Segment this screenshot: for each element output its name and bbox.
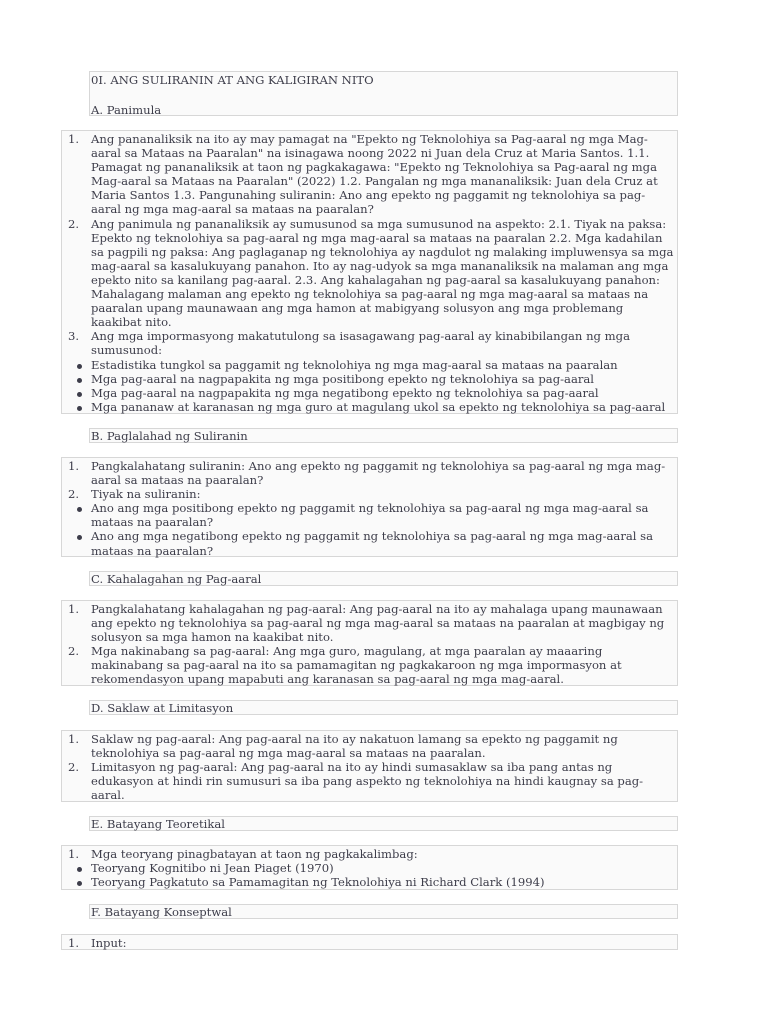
bullet-marker	[62, 501, 91, 515]
section-c-list	[61, 600, 678, 686]
list-item-text: Teoryang Pagkatuto sa Pamamagitan ng Teknolohiya ni Richard Clark (1994)	[91, 875, 545, 890]
list-item-text: Limitasyon ng pag-aaral: Ang pag-aaral na ito ay hindi sumasaklaw sa iba pang antas ng edukasyon at hindi rin sumusuri sa iba pang aspekto ng teknolohiya na hindi kaugnay sa pag-aaral.	[91, 760, 644, 803]
list-item	[62, 329, 677, 357]
list-item	[62, 861, 677, 875]
bullet-marker	[62, 529, 91, 543]
list-item-text: Tiyak na suliranin:	[91, 487, 201, 502]
section-b-list	[61, 457, 678, 557]
list-marker: 1.	[68, 732, 80, 746]
bullet-marker	[62, 386, 91, 400]
section-heading-b: B. Paglalahad ng Suliranin	[91, 429, 248, 443]
list-marker: 2.	[68, 760, 80, 775]
section-f-list	[61, 934, 678, 950]
list-marker: 1.	[68, 936, 80, 950]
section-a-list	[61, 130, 678, 414]
list-item-text: Ang mga impormasyong makatutulong sa isasagawang pag-aaral ay kinabibilangan ng mga sumusunod:	[91, 329, 630, 358]
list-item	[62, 459, 677, 487]
list-item-text: Ang pananaliksik na ito ay may pamagat na "Epekto ng Teknolohiya sa Pag-aaral ng mga Mag-aaral sa Mataas na Paaralan" na isinagawa noong 2022 ni Juan dela Cruz at Maria Santos. 1.1. Pamagat ng pananaliksik at taon ng pagkakagawa: "Epekto ng Teknolohiya sa Pag-aaral ng mga Mag-aaral sa Mataas na Paaralan" (2022) 1.2. Pangalan ng mga mananaliksik: Juan dela Cruz at Maria Santos 1.3. Pangunahing suliranin: Ano ang epekto ng paggamit ng teknolohiya sa pag-aaral ng mga mag-aaral sa mataas na paaralan?	[91, 132, 658, 217]
list-item-text: Saklaw ng pag-aaral: Ang pag-aaral na ito ay nakatuon lamang sa epekto ng paggamit ng teknolohiya sa pag-aaral ng mga mag-aaral sa mataas na paaralan.	[91, 732, 618, 761]
list-item-text: Teoryang Kognitibo ni Jean Piaget (1970)	[91, 861, 334, 876]
list-item	[62, 487, 677, 501]
bullet-marker	[62, 875, 91, 889]
document-title: 0I. ANG SULIRANIN AT ANG KALIGIRAN NITO	[91, 73, 374, 87]
list-item-text: Mga teoryang pinagbatayan at taon ng pagkakalimbag:	[91, 847, 418, 861]
list-item-text: Mga nakinabang sa pag-aaral: Ang mga guro, magulang, at mga paaralan ay maaaring makinabang sa pag-aaral na ito sa pamamagitan ng pagkakaroon ng mga impormasyon at rekomendasyon upang mapabuti ang karanasan sa pag-aaral ng mga mag-aaral.	[91, 644, 622, 687]
section-heading-box	[89, 816, 678, 831]
section-d-list	[61, 730, 678, 802]
list-item-text: Mga pananaw at karanasan ng mga guro at magulang ukol sa epekto ng teknolohiya sa pag-aaral	[91, 399, 666, 414]
list-item	[62, 400, 677, 414]
section-heading-f: F. Batayang Konseptwal	[91, 905, 232, 919]
list-item	[62, 358, 677, 372]
list-item	[62, 875, 677, 889]
document-header	[89, 71, 678, 116]
list-item	[62, 217, 677, 330]
list-marker: 2.	[68, 487, 80, 502]
list-item-text: Mga pag-aaral na nagpapakita ng mga positibong epekto ng teknolohiya sa pag-aaral	[91, 371, 595, 386]
list-marker: 1.	[68, 459, 80, 473]
section-heading-box	[89, 904, 678, 919]
list-marker: 3.	[68, 329, 80, 344]
list-marker: 1.	[68, 602, 80, 616]
bullet-marker	[62, 372, 91, 386]
list-item	[62, 847, 677, 861]
list-item-text: Estadistika tungkol sa paggamit ng teknolohiya ng mga mag-aaral sa mataas na paaralan	[91, 357, 618, 372]
section-heading-box	[89, 700, 678, 715]
section-heading-c: C. Kahalagahan ng Pag-aaral	[91, 572, 262, 586]
list-item	[62, 732, 677, 760]
list-item-text: Mga pag-aaral na nagpapakita ng mga negatibong epekto ng teknolohiya sa pag-aaral	[91, 385, 599, 400]
list-item	[62, 936, 677, 950]
bullet-marker	[62, 358, 91, 372]
section-heading-e: E. Batayang Teoretikal	[91, 817, 225, 831]
section-heading-a: A. Panimula	[91, 103, 162, 117]
list-item	[62, 760, 677, 802]
section-heading-box	[89, 428, 678, 443]
section-e-list	[61, 845, 678, 890]
list-item-text: Pangkalahatang kahalagahan ng pag-aaral: Ang pag-aaral na ito ay mahalaga upang maunawaan ang epekto ng teknolohiya sa pag-aaral ng mga mag-aaral sa mataas na paaralan at magbigay ng solusyon sa mga hamon na kaakibat nito.	[91, 602, 665, 645]
bullet-marker	[62, 400, 91, 414]
list-item	[62, 386, 677, 400]
list-item-text: Ano ang mga positibong epekto ng paggamit ng teknolohiya sa pag-aaral ng mga mag-aaral sa mataas na paaralan?	[91, 501, 649, 530]
list-item	[62, 132, 677, 217]
list-item	[62, 644, 677, 686]
list-item	[62, 602, 677, 644]
list-item	[62, 372, 677, 386]
list-item-text: Ang panimula ng pananaliksik ay sumusunod sa mga sumusunod na aspekto: 2.1. Tiyak na paksa: Epekto ng teknolohiya sa pag-aaral ng mga mag-aaral sa mataas na paaralan 2.2. Mga kadahilan sa pagpili ng paksa: Ang paglaganap ng teknolohiya ay nagdulot ng malaking impluwensya sa mga mag-aaral sa kasalukuyang panahon. Ito ay nag-udyok sa mga mananaliksik na malaman ang mga epekto nito sa kanilang pag-aaral. 2.3. Ang kahalagahan ng pag-aaral sa kasalukuyang panahon: Mahalagang malaman ang epekto ng teknolohiya sa pag-aaral ng mga mag-aaral sa mataas na paaralan upang maunawaan ang mga hamon at mabigyang solusyon ang mga problemang kaakibat nito.	[91, 216, 674, 330]
section-heading-d: D. Saklaw at Limitasyon	[91, 701, 234, 715]
list-marker: 2.	[68, 216, 80, 231]
bullet-marker	[62, 861, 91, 875]
list-item	[62, 501, 677, 529]
section-heading-box	[89, 571, 678, 586]
list-item-text: Pangkalahatang suliranin: Ano ang epekto ng paggamit ng teknolohiya sa pag-aaral ng mga mag-aaral sa mataas na paaralan?	[91, 459, 666, 488]
list-marker: 1.	[68, 132, 80, 146]
list-marker: 2.	[68, 644, 80, 659]
list-item	[62, 529, 677, 557]
list-marker: 1.	[68, 847, 80, 861]
list-item-text: Input:	[91, 936, 127, 950]
list-item-text: Ano ang mga negatibong epekto ng paggamit ng teknolohiya sa pag-aaral ng mga mag-aaral sa mataas na paaralan?	[91, 529, 654, 558]
